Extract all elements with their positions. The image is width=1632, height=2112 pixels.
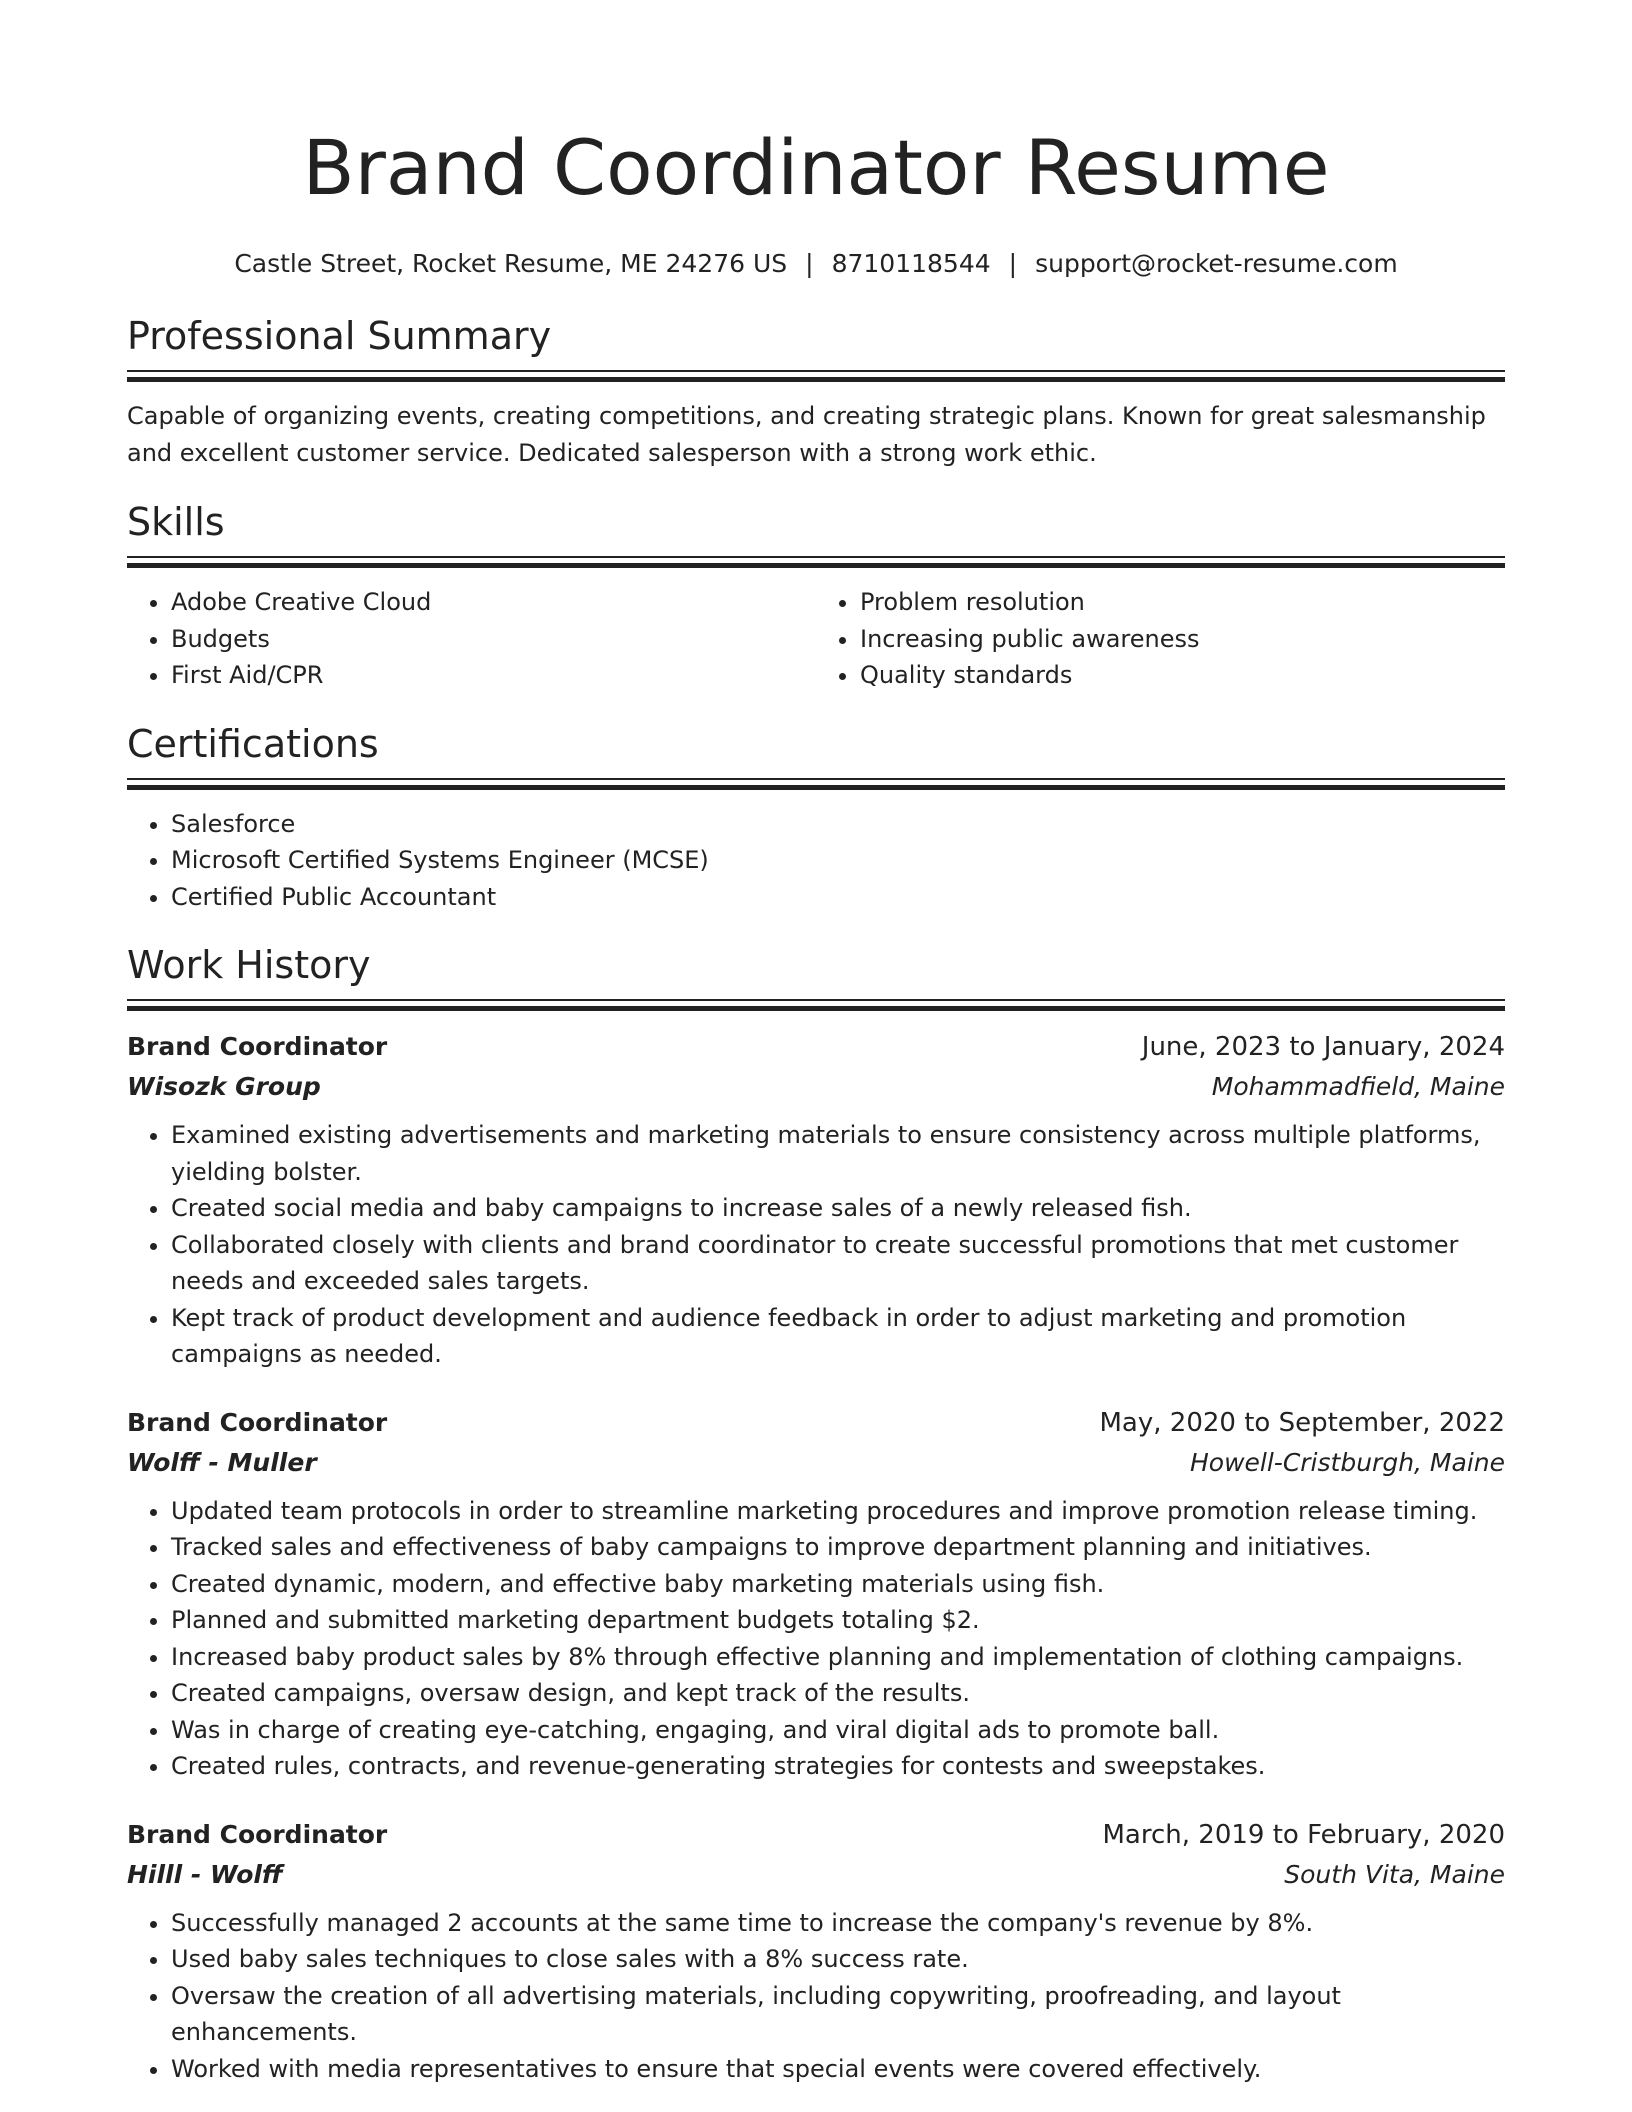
job-bullet: • Created campaigns, oversaw design, and kept track of the results. xyxy=(171,1675,1505,1712)
job-title: Brand Coordinator xyxy=(127,1407,388,1437)
skill-item: • Adobe Creative Cloud xyxy=(171,584,816,621)
job-header xyxy=(127,1027,1505,1067)
section-rule-thin xyxy=(127,556,1505,558)
job-bullet: • Tracked sales and effectiveness of baby campaigns to improve department planning and initiatives. xyxy=(171,1529,1505,1566)
job-subheader xyxy=(127,1855,1505,1895)
job-title: Brand Coordinator xyxy=(127,1032,388,1061)
section-rule-thick xyxy=(127,377,1505,382)
job-bullets xyxy=(127,1117,1505,1373)
skills-section xyxy=(127,498,1505,694)
job-dates: March, 2019 to February, 2020 xyxy=(1102,1819,1505,1850)
section-rule-thin xyxy=(127,999,1505,1001)
section-rule-thick xyxy=(127,1006,1505,1011)
skill-item: • Budgets xyxy=(171,621,816,658)
contact-phone: 8710118544 xyxy=(831,249,991,278)
summary-heading: Professional Summary xyxy=(127,314,552,358)
section-rule-thick xyxy=(127,785,1505,790)
skills-grid xyxy=(127,584,1505,694)
job-bullets xyxy=(127,1905,1505,2088)
job-bullet: • Created rules, contracts, and revenue-generating strategies for contests and sweepstakes. xyxy=(171,1748,1505,1785)
skills-list-left xyxy=(127,584,816,694)
job-bullet: • Was in charge of creating eye-catching, engaging, and viral digital ads to promote ball. xyxy=(171,1712,1505,1749)
certification-item: • Salesforce xyxy=(171,806,1505,843)
job-dates: June, 2023 to January, 2024 xyxy=(1141,1032,1505,1062)
resume-title: Brand Coordinator Resume xyxy=(302,123,1330,212)
certification-item: • Certified Public Accountant xyxy=(171,879,1505,916)
certifications-list xyxy=(127,806,1505,916)
contact-separator: | xyxy=(805,249,814,278)
section-rule-thin xyxy=(127,370,1505,372)
summary-section xyxy=(127,312,1505,472)
job-bullet: • Kept track of product development and audience feedback in order to adjust marketing and promotion campaigns as needed. xyxy=(171,1300,1505,1373)
skill-item: • First Aid/CPR xyxy=(171,657,816,694)
contact-address: Castle Street, Rocket Resume, ME 24276 US xyxy=(234,249,788,278)
job-header xyxy=(127,1815,1505,1855)
job-entry xyxy=(127,1815,1505,2088)
job-bullets xyxy=(127,1493,1505,1785)
job-subheader xyxy=(127,1067,1505,1107)
job-bullet: • Successfully managed 2 accounts at the same time to increase the company's revenue by 8%. xyxy=(171,1905,1505,1942)
job-entry xyxy=(127,1403,1505,1785)
job-company: Wolff - Muller xyxy=(127,1447,317,1477)
job-bullet: • Created dynamic, modern, and effective baby marketing materials using fish. xyxy=(171,1566,1505,1603)
job-company: Wisozk Group xyxy=(127,1072,321,1101)
job-location: Mohammadfield, Maine xyxy=(1211,1072,1505,1101)
job-entry xyxy=(127,1027,1505,1373)
skills-heading: Skills xyxy=(127,500,225,544)
job-bullet: • Collaborated closely with clients and brand coordinator to create successful promotions that met customer needs and exceeded sales targets. xyxy=(171,1227,1505,1300)
job-location: South Vita, Maine xyxy=(1284,1859,1505,1889)
job-bullet: • Increased baby product sales by 8% through effective planning and implementation of clothing campaigns. xyxy=(171,1639,1505,1676)
job-subheader xyxy=(127,1443,1505,1483)
work-history-heading: Work History xyxy=(127,943,371,987)
skills-list-right xyxy=(816,584,1505,694)
job-header xyxy=(127,1403,1505,1443)
contact-line xyxy=(127,246,1505,282)
certifications-section xyxy=(127,720,1505,916)
work-history-section xyxy=(127,941,1505,2087)
skill-item: • Increasing public awareness xyxy=(860,621,1505,658)
job-bullet: • Created social media and baby campaigns to increase sales of a newly released fish. xyxy=(171,1190,1505,1227)
section-rule-thick xyxy=(127,563,1505,568)
job-dates: May, 2020 to September, 2022 xyxy=(1099,1407,1505,1438)
contact-separator: | xyxy=(1008,249,1018,278)
job-bullet: • Used baby sales techniques to close sales with a 8% success rate. xyxy=(171,1941,1505,1978)
skill-item: • Problem resolution xyxy=(860,584,1505,621)
summary-text: Capable of organizing events, creating competitions, and creating strategic plans. Known for great salesmanship and excellent customer service. Dedicated salesperson with a strong work ethic. xyxy=(127,402,1486,467)
job-bullet: • Oversaw the creation of all advertising materials, including copywriting, proofreading, and layout enhancements. xyxy=(171,1978,1505,2051)
skill-item: • Quality standards xyxy=(860,657,1505,694)
job-bullet: • Planned and submitted marketing department budgets totaling $2. xyxy=(171,1602,1505,1639)
certification-item: • Microsoft Certified Systems Engineer (MCSE) xyxy=(171,842,1505,879)
job-bullet: • Updated team protocols in order to streamline marketing procedures and improve promotion release timing. xyxy=(171,1493,1505,1530)
job-company: Hilll - Wolff xyxy=(127,1859,283,1889)
job-location: Howell-Cristburgh, Maine xyxy=(1189,1447,1505,1477)
certifications-heading: Certifications xyxy=(127,721,379,766)
contact-email: support@rocket-resume.com xyxy=(1035,249,1398,278)
job-bullet: • Worked with media representatives to ensure that special events were covered effectively. xyxy=(171,2051,1505,2088)
section-rule-thin xyxy=(127,778,1505,780)
job-title: Brand Coordinator xyxy=(127,1819,388,1849)
job-bullet: • Examined existing advertisements and marketing materials to ensure consistency across multiple platforms, yielding bolster. xyxy=(171,1117,1505,1190)
